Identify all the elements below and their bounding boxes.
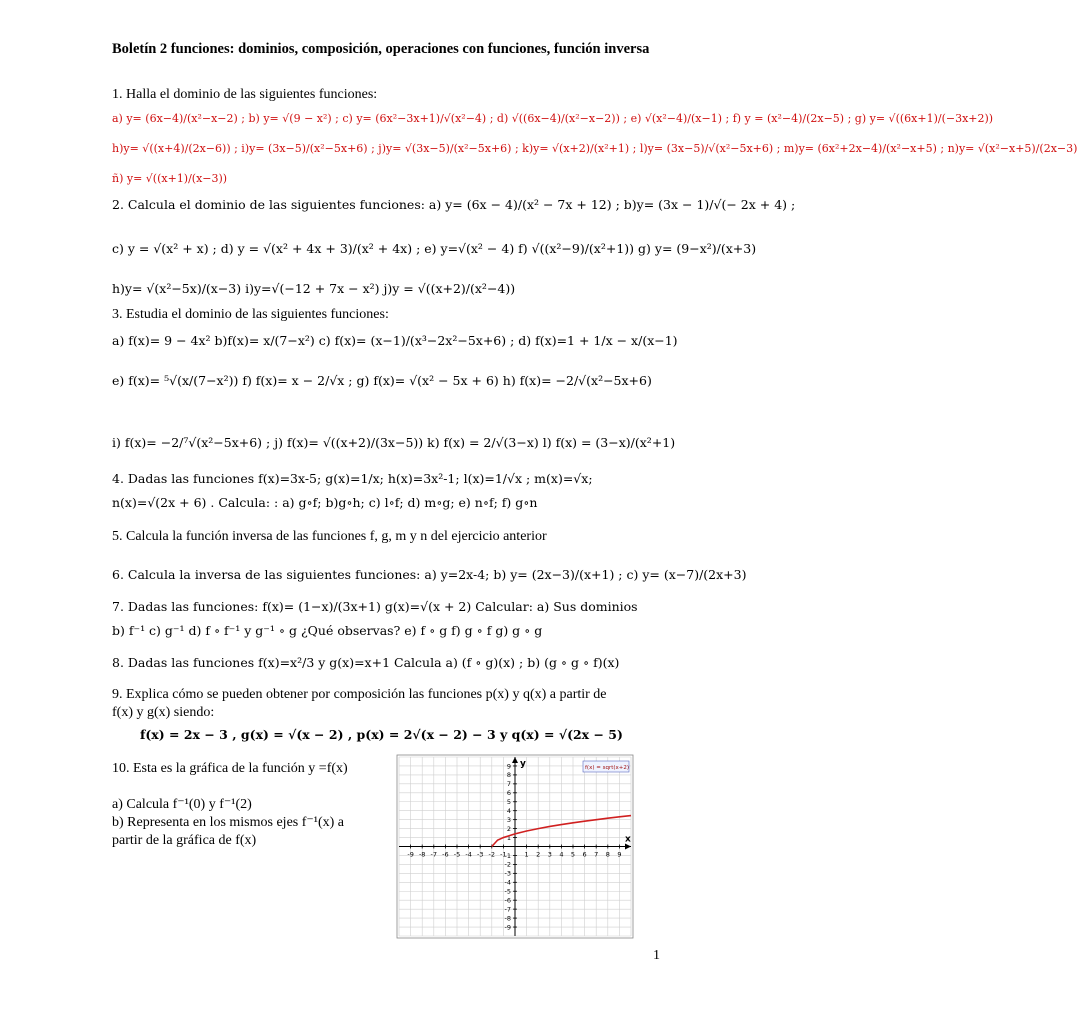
page-title: Boletín 2 funciones: dominios, composición, operaciones con funciones, función inversa bbox=[112, 41, 650, 57]
legend-entry: f(x) = sqrt(x+2) bbox=[585, 765, 630, 771]
x-axis-label: x bbox=[625, 834, 631, 845]
ex10-title: 10. Esta es la gráfica de la función y =f(x) bbox=[112, 761, 348, 776]
ex9-line2: f(x) y g(x) siendo: bbox=[112, 705, 215, 720]
x-tick-label: 5 bbox=[570, 850, 576, 859]
x-tick-label: -4 bbox=[465, 850, 472, 859]
x-tick-label: -9 bbox=[407, 850, 414, 859]
ex10-b1: b) Representa en los mismos ejes f⁻¹(x) a bbox=[112, 815, 345, 830]
y-tick-label: 1 bbox=[506, 833, 511, 842]
ex3-line1: a) f(x)= 9 − 4x² b)f(x)= x/(7−x²) c) f(x)= (x−1)/(x³−2x²−5x+6) ; d) f(x)=1 + 1/x − x/(x−1) bbox=[112, 333, 678, 348]
x-tick-label: -5 bbox=[453, 850, 461, 859]
ex2-line1: 2. Calcula el dominio de las siguientes funciones: a) y= (6x − 4)/(x² − 7x + 12) ; b)y= (3x − 1)/√(− 2x + 4) ; bbox=[112, 197, 796, 212]
ex2-line2: c) y = √(x² + x) ; d) y = √(x² + 4x + 3)/(x² + 4x) ; e) y=√(x² − 4) f) √((x²−9)/(x²+1)) g) y= (9−x²)/(x+3) bbox=[112, 241, 757, 256]
ex3-line3: i) f(x)= −2/⁷√(x²−5x+6) ; j) f(x)= √((x+2)/(3x−5)) k) f(x) = 2/√(3−x) l) f(x) = (3−x)/(x²+1) bbox=[112, 435, 676, 450]
ex9-line3: f(x) = 2x − 3 , g(x) = √(x − 2) , p(x) = 2√(x − 2) − 3 y q(x) = √(2x − 5) bbox=[140, 727, 623, 742]
function-graph bbox=[397, 755, 633, 938]
ex9-line1: 9. Explica cómo se pueden obtener por composición las funciones p(x) y q(x) a partir de bbox=[112, 687, 607, 702]
ex3-line2: e) f(x)= ⁵√(x/(7−x²)) f) f(x)= x − 2/√x ; g) f(x)= √(x² − 5x + 6) h) f(x)= −2/√(x²−5x+6) bbox=[112, 373, 652, 388]
x-tick-label: 9 bbox=[617, 850, 622, 859]
ex6: 6. Calcula la inversa de las siguientes funciones: a) y=2x-4; b) y= (2x−3)/(x+1) ; c) y= (x−7)/(2x+3) bbox=[112, 567, 747, 582]
x-tick-label: -1 bbox=[500, 850, 507, 859]
x-tick-label: 7 bbox=[594, 850, 599, 859]
x-tick-label: 3 bbox=[547, 850, 552, 859]
x-tick-label: -7 bbox=[430, 850, 438, 859]
y-tick-label: -9 bbox=[504, 923, 511, 932]
y-tick-label: -8 bbox=[504, 914, 511, 923]
x-tick-label: -3 bbox=[476, 850, 484, 859]
ex7-line2: b) f⁻¹ c) g⁻¹ d) f ∘ f⁻¹ y g⁻¹ ∘ g ¿Qué observas? e) f ∘ g f) g ∘ f g) g ∘ g bbox=[112, 623, 543, 638]
y-tick-label: -7 bbox=[504, 905, 511, 914]
ex8: 8. Dadas las funciones f(x)=x²/3 y g(x)=x+1 Calcula a) (f ∘ g)(x) ; b) (g ∘ g ∘ f)(x) bbox=[112, 655, 620, 670]
x-tick-label: 4 bbox=[559, 850, 564, 859]
y-tick-label: 6 bbox=[506, 789, 511, 798]
y-tick-label: -2 bbox=[504, 860, 511, 869]
x-tick-label: -2 bbox=[488, 850, 496, 859]
y-tick-label: -5 bbox=[504, 887, 511, 896]
x-tick-label: -6 bbox=[442, 850, 449, 859]
y-tick-label: 9 bbox=[506, 762, 511, 771]
x-tick-label: 2 bbox=[536, 850, 541, 859]
ex1-line3: ñ) y= √((x+1)/(x−3)) bbox=[112, 172, 228, 185]
y-tick-label: 7 bbox=[506, 780, 511, 789]
ex1-line1: a) y= (6x−4)/(x²−x−2) ; b) y= √(9 − x²) ; c) y= (6x²−3x+1)/√(x²−4) ; d) √((6x−4)/(x²−x−2)) ; e) √(x²−4)/(x−1) ; f) y = (x²−4)/(2x−5) ; g) y= √((6x+1)/(−3x+2)) bbox=[112, 112, 994, 125]
ex10-a: a) Calcula f⁻¹(0) y f⁻¹(2) bbox=[112, 797, 252, 812]
y-tick-label: -4 bbox=[504, 878, 511, 887]
ex4-line1: 4. Dadas las funciones f(x)=3x-5; g(x)=1/x; h(x)=3x²-1; l(x)=1/√x ; m(x)=√x; bbox=[112, 471, 593, 486]
y-tick-label: 8 bbox=[506, 771, 511, 780]
ex4-line2: n(x)=√(2x + 6) . Calcula: : a) g∘f; b)g∘h; c) l∘f; d) m∘g; e) n∘f; f) g∘n bbox=[112, 495, 538, 510]
ex1-title: 1. Halla el dominio de las siguientes funciones: bbox=[112, 87, 378, 102]
ex10-b2: partir de la gráfica de f(x) bbox=[112, 833, 257, 848]
x-tick-label: 6 bbox=[582, 850, 587, 859]
ex1-line2: h)y= √((x+4)/(2x−6)) ; i)y= (3x−5)/(x²−5x+6) ; j)y= √(3x−5)/(x²−5x+6) ; k)y= √(x+2)/(x²+1) ; l)y= (3x−5)/√(x²−5x+6) ; m)y= (6x²+2x−4)/(x²−x+5) ; n)y= √(x²−x+5)/(2x−3) bbox=[112, 142, 1077, 155]
x-tick-label: 1 bbox=[524, 850, 529, 859]
y-tick-label: 3 bbox=[506, 815, 511, 824]
y-tick-label: -1 bbox=[504, 851, 511, 860]
page-number: 1 bbox=[653, 948, 660, 963]
y-tick-label: 5 bbox=[506, 798, 511, 807]
y-axis-label: y bbox=[520, 759, 526, 769]
y-tick-label: 4 bbox=[506, 807, 511, 815]
y-tick-label: 2 bbox=[506, 824, 511, 833]
x-tick-label: 8 bbox=[605, 850, 610, 859]
y-tick-label: -6 bbox=[504, 896, 511, 905]
graph-svg bbox=[397, 755, 633, 938]
ex2-line3: h)y= √(x²−5x)/(x−3) i)y=√(−12 + 7x − x²) j)y = √((x+2)/(x²−4)) bbox=[112, 281, 516, 296]
y-tick-label: -3 bbox=[504, 869, 511, 878]
ex5: 5. Calcula la función inversa de las funciones f, g, m y n del ejercicio anterior bbox=[112, 529, 547, 544]
ex3-title: 3. Estudia el dominio de las siguientes funciones: bbox=[112, 307, 389, 322]
x-tick-label: -8 bbox=[418, 850, 426, 859]
ex7-line1: 7. Dadas las funciones: f(x)= (1−x)/(3x+1) g(x)=√(x + 2) Calcular: a) Sus dominios bbox=[112, 599, 638, 614]
